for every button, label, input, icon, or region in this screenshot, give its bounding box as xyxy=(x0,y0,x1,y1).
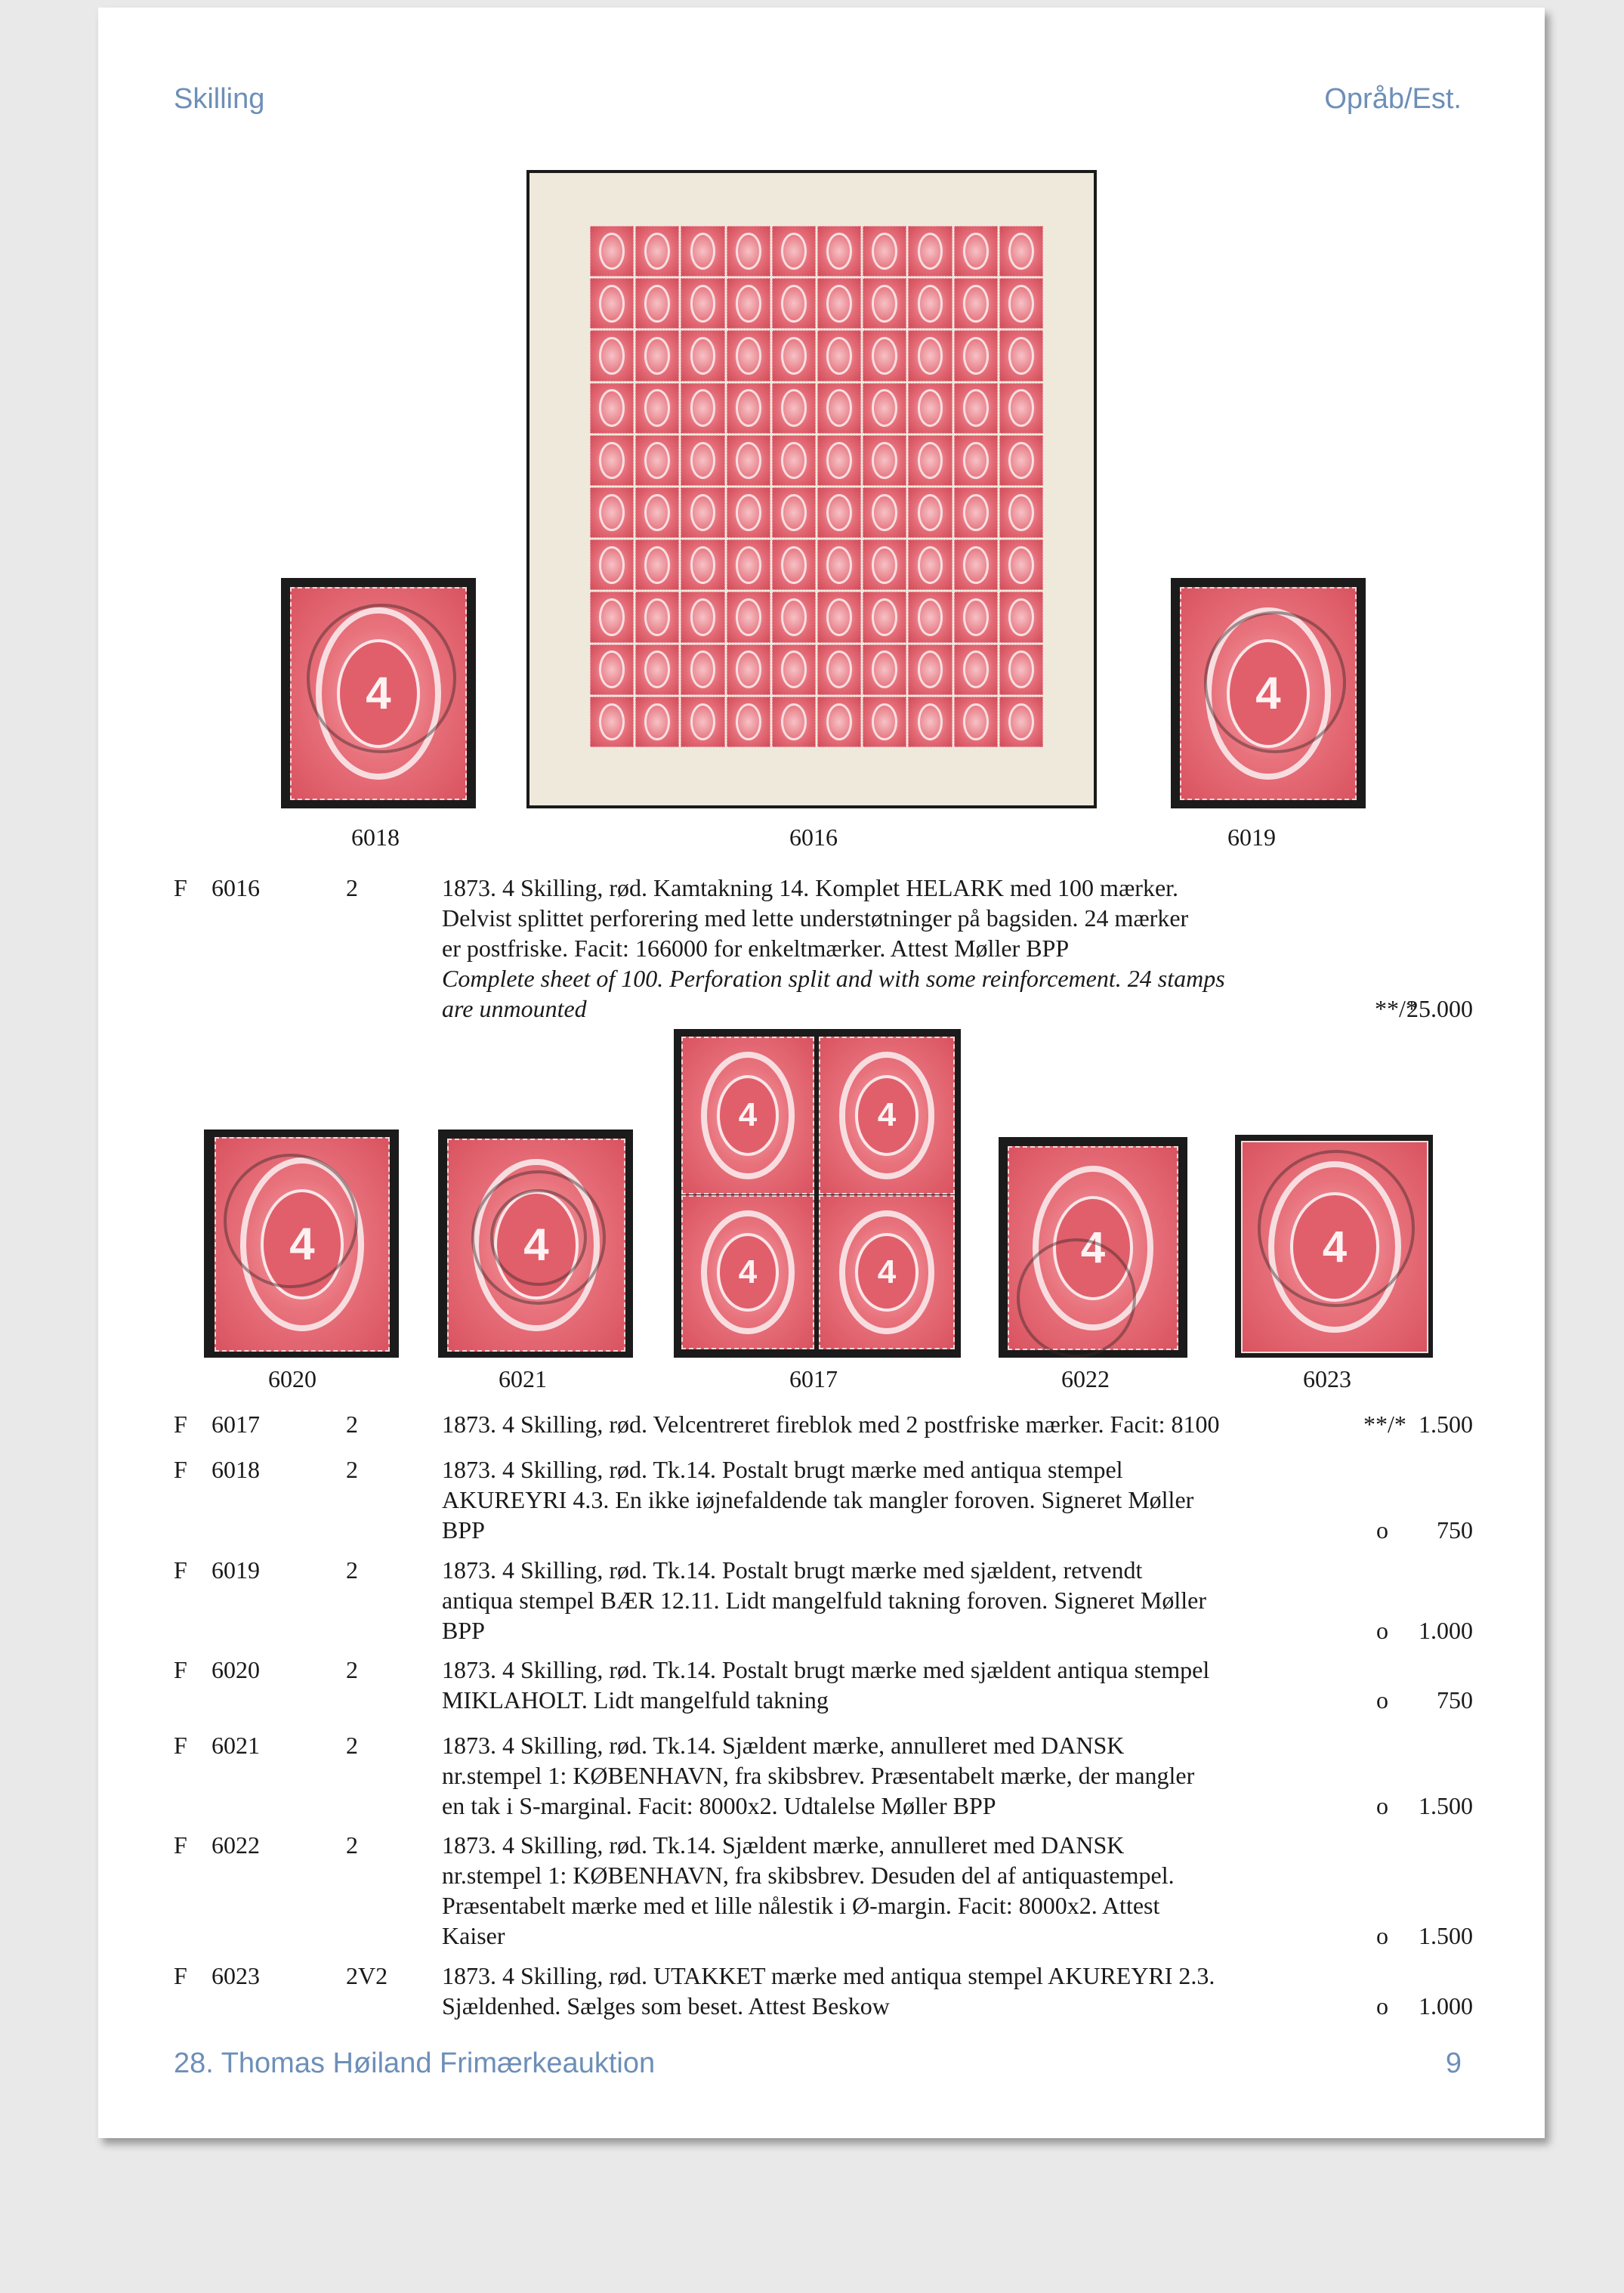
lot-number: 6017 xyxy=(211,1411,260,1438)
sheet-stamp xyxy=(590,539,634,590)
sheet-stamp xyxy=(635,644,679,695)
desc-line: en tak i S-marginal. Facit: 8000x2. Udtalelse Møller BPP xyxy=(442,1792,996,1819)
sheet-stamp xyxy=(772,435,816,486)
caption-6017: 6017 xyxy=(789,1365,838,1392)
sheet-stamp xyxy=(681,487,724,538)
sheet-stamp xyxy=(590,330,634,381)
sheet-stamp xyxy=(999,644,1043,695)
sheet-stamp xyxy=(727,278,770,329)
sheet-stamp xyxy=(863,330,906,381)
sheet-stamp xyxy=(772,330,816,381)
stamp-value-glyph: 4 xyxy=(1290,1192,1379,1301)
sheet-stamp xyxy=(772,539,816,590)
sheet-stamp xyxy=(908,435,952,486)
sheet-stamp xyxy=(590,226,634,277)
sheet-stamp xyxy=(863,226,906,277)
sheet-stamp xyxy=(727,592,770,642)
sheet-stamp xyxy=(635,435,679,486)
lot-price: 1.000 xyxy=(1419,1992,1473,2020)
lot-catalog: 2 xyxy=(346,1831,358,1859)
header-left: Skilling xyxy=(174,83,265,115)
desc-line: 1873. 4 Skilling, rød. UTAKKET mærke med antiqua stempel AKUREYRI 2.3. xyxy=(442,1962,1215,1989)
desc-line: nr.stempel 1: KØBENHAVN, fra skibsbrev. Præsentabelt mærke, der mangler xyxy=(442,1762,1195,1789)
stamp-value-glyph: 4 xyxy=(261,1189,343,1299)
lot-price: 1.500 xyxy=(1419,1792,1473,1819)
desc-line: 1873. 4 Skilling, rød. Tk.14. Postalt brugt mærke med sjældent antiqua stempel xyxy=(442,1656,1210,1683)
desc-line: er postfriske. Facit: 166000 for enkeltmærker. Attest Møller BPP xyxy=(442,935,1070,962)
sheet-stamp xyxy=(635,487,679,538)
sheet-stamp xyxy=(954,644,998,695)
sheet-stamp xyxy=(908,697,952,747)
desc-line: MIKLAHOLT. Lidt mangelfuld takning xyxy=(442,1686,829,1714)
sheet-stamp xyxy=(863,278,906,329)
stamp-image-6019 xyxy=(1171,578,1366,808)
desc-line: 1873. 4 Skilling, rød. Tk.14. Sjældent mærke, annulleret med DANSK xyxy=(442,1732,1125,1759)
lot-row-6019 xyxy=(174,1555,1473,1646)
sheet-stamp xyxy=(908,330,952,381)
lot-number: 6016 xyxy=(211,874,260,901)
sheet-stamp xyxy=(863,383,906,434)
sheet-stamp xyxy=(999,487,1043,538)
sheet-stamp xyxy=(681,226,724,277)
desc-line: nr.stempel 1: KØBENHAVN, fra skibsbrev. Desuden del af antiquastempel. xyxy=(442,1862,1175,1889)
sheet-stamp xyxy=(590,383,634,434)
sheet-stamp xyxy=(727,697,770,747)
lot-row-6020 xyxy=(174,1655,1473,1719)
sheet-stamp xyxy=(863,697,906,747)
lot-condition: o xyxy=(1376,1617,1388,1644)
sheet-stamp xyxy=(590,644,634,695)
lot-condition: o xyxy=(1376,1922,1388,1949)
sheet-stamp xyxy=(863,539,906,590)
sheet-stamp xyxy=(681,592,724,642)
sheet-stamp xyxy=(999,697,1043,747)
sheet-stamp xyxy=(908,226,952,277)
stamp-value-glyph: 4 xyxy=(1053,1196,1134,1300)
sheet-stamp xyxy=(772,644,816,695)
sheet-stamp xyxy=(999,435,1043,486)
lot-description xyxy=(442,873,1333,1024)
desc-line: Sjældenhed. Sælges som beset. Attest Beskow xyxy=(442,1992,890,2020)
lot-prefix: F xyxy=(174,1831,187,1859)
sheet-stamp xyxy=(863,435,906,486)
lot-condition: o xyxy=(1376,1792,1388,1819)
lot-catalog: 2 xyxy=(346,1411,358,1438)
lot-row-6022 xyxy=(174,1830,1473,1951)
sheet-stamp xyxy=(908,487,952,538)
stamp-image-6023 xyxy=(1235,1135,1433,1358)
desc-line: Præsentabelt mærke med et lille nålestik i Ø-margin. Facit: 8000x2. Attest xyxy=(442,1892,1160,1919)
sheet-stamp xyxy=(681,539,724,590)
lot-price: 750 xyxy=(1437,1516,1473,1544)
lot-catalog: 2 xyxy=(346,1656,358,1683)
lot-prefix: F xyxy=(174,1732,187,1759)
sheet-stamp xyxy=(635,226,679,277)
sheet-stamp xyxy=(635,383,679,434)
stamp-value-glyph: 4 xyxy=(717,1233,780,1312)
desc-line: BPP xyxy=(442,1516,485,1544)
lot-row-6021 xyxy=(174,1730,1473,1821)
sheet-stamp xyxy=(772,592,816,642)
catalog-page xyxy=(98,8,1545,2138)
sheet-stamp xyxy=(635,278,679,329)
sheet-stamp xyxy=(999,278,1043,329)
caption-6021: 6021 xyxy=(499,1365,547,1392)
stamp-value-glyph: 4 xyxy=(855,1075,919,1156)
sheet-stamp xyxy=(817,592,861,642)
lot-row-6023 xyxy=(174,1961,1473,2025)
lot-row-6016 xyxy=(174,873,1473,1022)
lot-row-6017 xyxy=(174,1409,1473,1443)
sheet-stamp xyxy=(772,226,816,277)
sheet-stamp xyxy=(954,697,998,747)
sheet-stamp xyxy=(681,697,724,747)
desc-line: AKUREYRI 4.3. En ikke iøjnefaldende tak mangler foroven. Signeret Møller xyxy=(442,1486,1194,1513)
lot-description xyxy=(442,1409,1333,1439)
lot-prefix: F xyxy=(174,1411,187,1438)
caption-6020: 6020 xyxy=(268,1365,316,1392)
lot-number: 6019 xyxy=(211,1556,260,1584)
lot-condition: **/* xyxy=(1375,995,1418,1022)
sheet-stamp xyxy=(908,539,952,590)
lot-condition: **/* xyxy=(1363,1411,1406,1438)
sheet-stamp xyxy=(999,226,1043,277)
sheet-stamp xyxy=(908,592,952,642)
sheet-stamp xyxy=(590,487,634,538)
sheet-stamp xyxy=(817,644,861,695)
sheet-stamp xyxy=(999,383,1043,434)
sheet-stamp xyxy=(954,278,998,329)
sheet-stamp xyxy=(772,383,816,434)
stamp-value-glyph: 4 xyxy=(717,1075,780,1156)
lot-price: 1.000 xyxy=(1419,1617,1473,1644)
lot-condition: o xyxy=(1376,1516,1388,1544)
sheet-stamp xyxy=(817,383,861,434)
caption-6022: 6022 xyxy=(1061,1365,1110,1392)
sheet-stamp xyxy=(954,487,998,538)
desc-line: 1873. 4 Skilling, rød. Kamtakning 14. Komplet HELARK med 100 mærker. xyxy=(442,874,1179,901)
sheet-stamp xyxy=(635,592,679,642)
desc-line: antiqua stempel BÆR 12.11. Lidt mangelfuld takning foroven. Signeret Møller xyxy=(442,1587,1206,1614)
sheet-stamp xyxy=(863,487,906,538)
desc-line: 1873. 4 Skilling, rød. Velcentreret fireblok med 2 postfriske mærker. Facit: 8100 xyxy=(442,1411,1220,1438)
sheet-stamp xyxy=(954,330,998,381)
sheet-stamp xyxy=(817,697,861,747)
lot-description xyxy=(442,1961,1333,2021)
lot-condition: o xyxy=(1376,1686,1388,1714)
sheet-stamp xyxy=(999,330,1043,381)
lot-prefix: F xyxy=(174,1456,187,1483)
lot-number: 6018 xyxy=(211,1456,260,1483)
sheet-stamp xyxy=(635,539,679,590)
stamp-value-glyph: 4 xyxy=(494,1191,578,1300)
sheet-stamp xyxy=(999,592,1043,642)
sheet-stamp xyxy=(590,697,634,747)
sheet-stamp xyxy=(772,697,816,747)
sheet-stamp xyxy=(681,330,724,381)
sheet-stamp xyxy=(999,539,1043,590)
sheet-stamp xyxy=(817,278,861,329)
caption-6016: 6016 xyxy=(789,824,838,851)
sheet-stamp xyxy=(727,383,770,434)
sheet-stamp xyxy=(590,278,634,329)
sheet-stamp xyxy=(817,539,861,590)
sheet-stamp xyxy=(863,644,906,695)
sheet-stamp xyxy=(681,278,724,329)
desc-line-english: Complete sheet of 100. Perforation split and with some reinforcement. 24 stamps xyxy=(442,965,1225,992)
sheet-stamp xyxy=(635,697,679,747)
caption-6023: 6023 xyxy=(1303,1365,1351,1392)
header-right: Opråb/Est. xyxy=(1324,83,1462,115)
lot-row-6018 xyxy=(174,1454,1473,1545)
sheet-stamp xyxy=(681,644,724,695)
lot-prefix: F xyxy=(174,1656,187,1683)
sheet-stamp xyxy=(908,644,952,695)
sheet-stamp xyxy=(590,435,634,486)
sheet-stamp xyxy=(681,383,724,434)
lot-prefix: F xyxy=(174,1962,187,1989)
lot-condition: o xyxy=(1376,1992,1388,2020)
lot-description xyxy=(442,1454,1333,1545)
lot-number: 6022 xyxy=(211,1831,260,1859)
lot-price: 1.500 xyxy=(1419,1922,1473,1949)
lot-description xyxy=(442,1655,1333,1715)
desc-line: BPP xyxy=(442,1617,485,1644)
desc-line: 1873. 4 Skilling, rød. Tk.14. Sjældent mærke, annulleret med DANSK xyxy=(442,1831,1125,1859)
sheet-stamp xyxy=(681,435,724,486)
lot-number: 6023 xyxy=(211,1962,260,1989)
lot-catalog: 2 xyxy=(346,1732,358,1759)
sheet-stamp xyxy=(954,226,998,277)
lot-description xyxy=(442,1830,1333,1951)
sheet-stamp xyxy=(908,383,952,434)
page-number: 9 xyxy=(1445,2047,1462,2079)
stamp-value-glyph: 4 xyxy=(1227,639,1310,749)
lot-description xyxy=(442,1730,1333,1821)
stamp-image-6018 xyxy=(281,578,476,808)
sheet-stamp xyxy=(863,592,906,642)
lot-number: 6020 xyxy=(211,1656,260,1683)
desc-line-english: are unmounted xyxy=(442,995,587,1022)
sheet-stamp xyxy=(727,539,770,590)
caption-6019: 6019 xyxy=(1227,824,1276,851)
stamp-sheet-6016 xyxy=(526,170,1097,808)
stamp-image-6020 xyxy=(204,1130,399,1358)
sheet-stamp xyxy=(727,330,770,381)
stamp-block-6017 xyxy=(674,1029,961,1358)
desc-line: 1873. 4 Skilling, rød. Tk.14. Postalt brugt mærke med antiqua stempel xyxy=(442,1456,1123,1483)
sheet-stamp xyxy=(817,226,861,277)
lot-catalog: 2 xyxy=(346,1556,358,1584)
lot-catalog: 2 xyxy=(346,1456,358,1483)
sheet-stamp xyxy=(772,487,816,538)
lot-catalog: 2V2 xyxy=(346,1962,388,1989)
lot-price: 1.500 xyxy=(1419,1411,1473,1438)
lot-number: 6021 xyxy=(211,1732,260,1759)
sheet-stamp xyxy=(817,330,861,381)
caption-6018: 6018 xyxy=(351,824,400,851)
sheet-stamp xyxy=(817,435,861,486)
sheet-stamp xyxy=(727,435,770,486)
desc-line: Delvist splittet perforering med lette understøtninger på bagsiden. 24 mærker xyxy=(442,904,1189,932)
sheet-stamp xyxy=(954,539,998,590)
sheet-stamp xyxy=(954,435,998,486)
stamp-value-glyph: 4 xyxy=(337,639,420,749)
sheet-stamp xyxy=(908,278,952,329)
stamp-value-glyph: 4 xyxy=(855,1233,919,1312)
footer-auction-name: 28. Thomas Høiland Frimærkeauktion xyxy=(174,2047,656,2079)
stamp-image-6021 xyxy=(438,1130,633,1358)
lot-catalog: 2 xyxy=(346,874,358,901)
sheet-stamp xyxy=(727,226,770,277)
sheet-stamp xyxy=(727,644,770,695)
sheet-stamp xyxy=(590,592,634,642)
lot-prefix: F xyxy=(174,874,187,901)
desc-line: Kaiser xyxy=(442,1922,505,1949)
sheet-stamp xyxy=(772,278,816,329)
sheet-stamp xyxy=(727,487,770,538)
lot-description xyxy=(442,1555,1333,1646)
sheet-stamp xyxy=(954,383,998,434)
lot-price: 750 xyxy=(1437,1686,1473,1714)
sheet-stamp xyxy=(817,487,861,538)
sheet-stamp xyxy=(954,592,998,642)
desc-line: 1873. 4 Skilling, rød. Tk.14. Postalt brugt mærke med sjældent, retvendt xyxy=(442,1556,1143,1584)
stamp-image-6022 xyxy=(999,1137,1187,1358)
sheet-stamp xyxy=(635,330,679,381)
lot-prefix: F xyxy=(174,1556,187,1584)
lot-price: 25.000 xyxy=(1406,995,1473,1022)
